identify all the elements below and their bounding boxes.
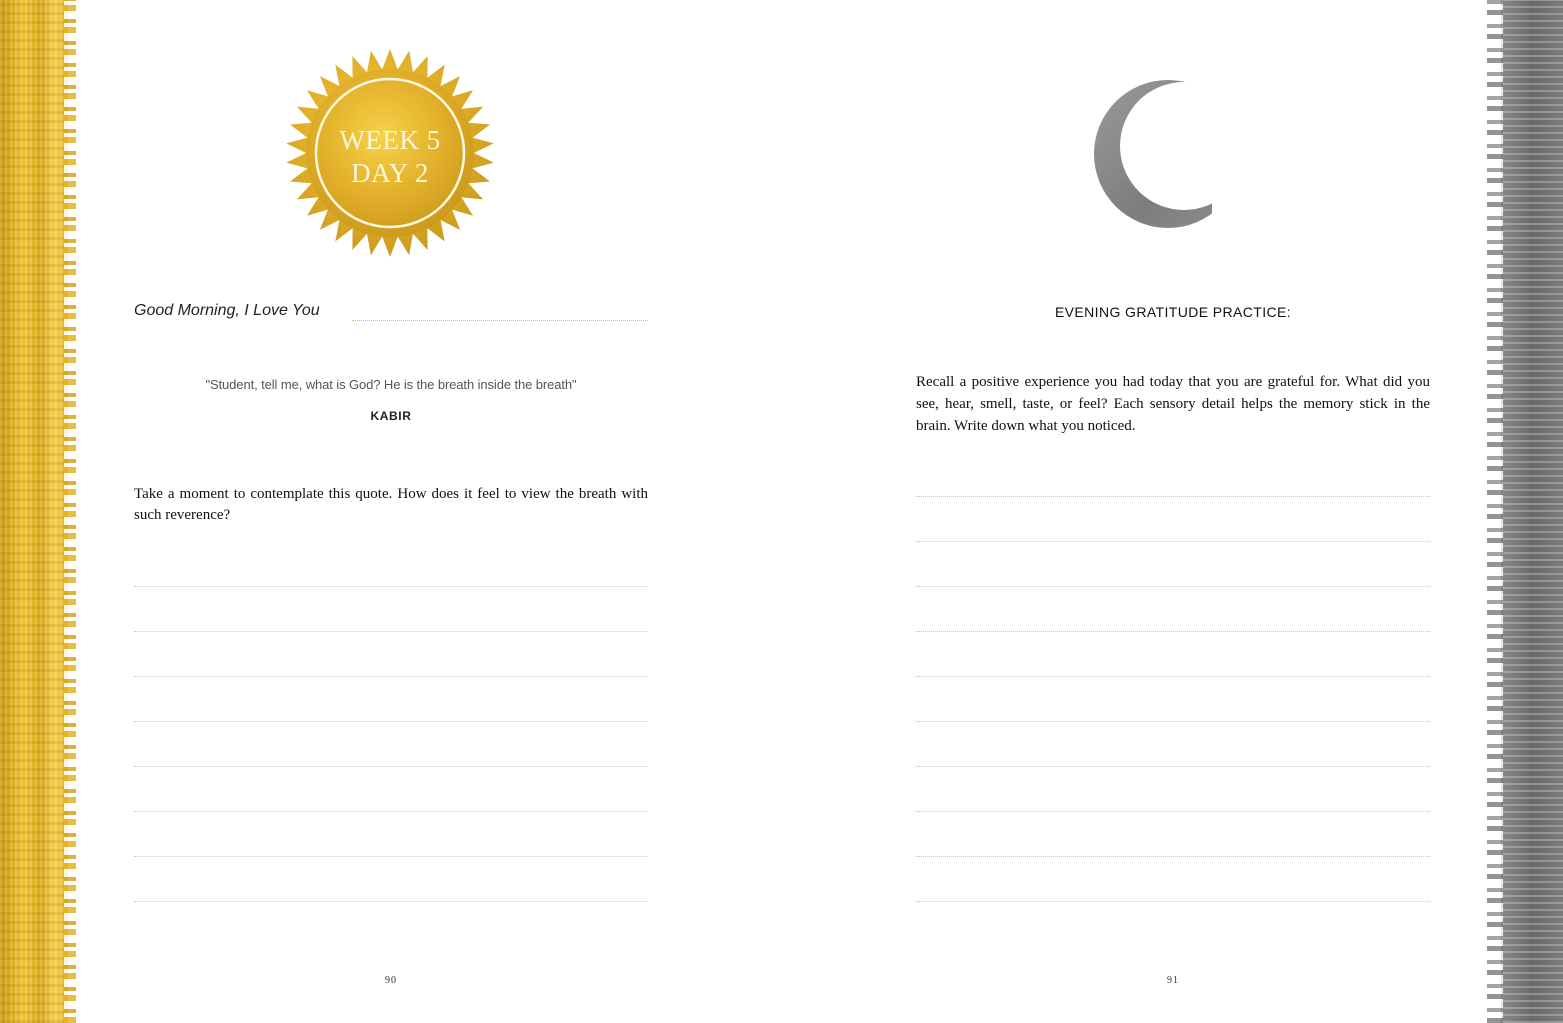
week-day-label xyxy=(278,124,502,190)
evening-practice-heading: EVENING GRATITUDE PRACTICE: xyxy=(1054,304,1292,320)
writing-line[interactable] xyxy=(916,586,1430,587)
writing-line[interactable] xyxy=(916,541,1430,542)
writing-line[interactable] xyxy=(916,631,1430,632)
page-number-right: 91 xyxy=(1167,975,1179,986)
writing-line[interactable] xyxy=(916,766,1430,767)
greeting-text: Good Morning, I Love You xyxy=(134,302,320,319)
writing-line[interactable] xyxy=(916,856,1430,857)
writing-line[interactable] xyxy=(916,676,1430,677)
writing-line[interactable] xyxy=(134,676,648,677)
writing-line[interactable] xyxy=(134,766,648,767)
week-label: WEEK 5 xyxy=(339,125,441,155)
writing-line[interactable] xyxy=(916,496,1430,497)
writing-line[interactable] xyxy=(916,901,1430,902)
quote-text: "Student, tell me, what is God? He is the breath inside the breath" xyxy=(205,377,577,392)
contemplation-prompt: Take a moment to contemplate this quote. How does it feel to view the breath with such reverence? xyxy=(134,486,648,523)
writing-line[interactable] xyxy=(916,811,1430,812)
writing-line[interactable] xyxy=(134,856,648,857)
writing-line[interactable] xyxy=(134,586,648,587)
writing-line[interactable] xyxy=(134,901,648,902)
gratitude-prompt: Recall a positive experience you had today that you are grateful for. What did you see, hear, smell, taste, or feel? Each sensory detail helps the memory stick in the brain. Write down what you noticed. xyxy=(916,374,1430,434)
page-number-left: 90 xyxy=(385,975,397,986)
sun-badge-icon xyxy=(278,48,502,258)
gray-brush-edge xyxy=(1501,0,1563,1023)
writing-line[interactable] xyxy=(916,721,1430,722)
writing-line[interactable] xyxy=(134,811,648,812)
quote-author: KABIR xyxy=(370,409,412,423)
greeting-row xyxy=(134,300,648,326)
writing-line[interactable] xyxy=(134,721,648,722)
gold-foil-edge xyxy=(0,0,68,1023)
crescent-moon-icon xyxy=(1092,74,1212,234)
writing-line[interactable] xyxy=(134,631,648,632)
greeting-writing-line[interactable] xyxy=(352,320,648,321)
day-label: DAY 2 xyxy=(351,158,429,188)
